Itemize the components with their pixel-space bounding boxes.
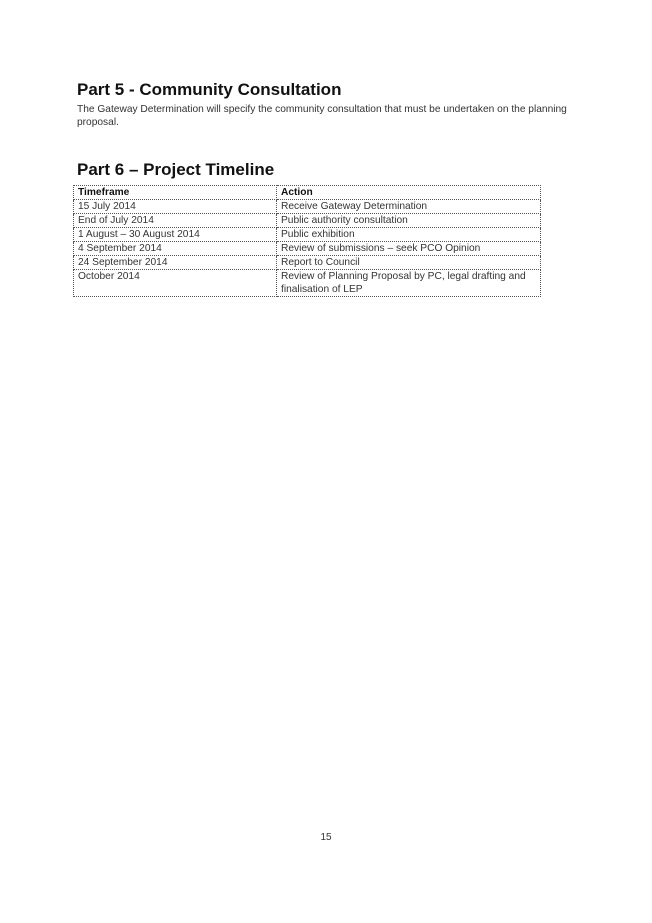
- project-timeline-table: [73, 185, 541, 297]
- timeframe-cell: October 2014: [74, 270, 277, 297]
- table-row: [74, 200, 541, 214]
- action-column-header: Action: [277, 186, 541, 200]
- timeframe-column-header: Timeframe: [74, 186, 277, 200]
- timeframe-cell: 1 August – 30 August 2014: [74, 228, 277, 242]
- action-cell: Public exhibition: [277, 228, 541, 242]
- table-row: [74, 256, 541, 270]
- table-row: [74, 214, 541, 228]
- action-cell: Report to Council: [277, 256, 541, 270]
- table-row: [74, 228, 541, 242]
- part5-paragraph: The Gateway Determination will specify the community consultation that must be undertaken on the planning proposal.: [77, 104, 567, 128]
- action-cell: Receive Gateway Determination: [277, 200, 541, 214]
- part5-heading: Part 5 - Community Consultation: [77, 80, 342, 99]
- page-number: 15: [320, 832, 332, 843]
- timeframe-cell: 24 September 2014: [74, 256, 277, 270]
- timeframe-cell: 4 September 2014: [74, 242, 277, 256]
- action-cell: Review of submissions – seek PCO Opinion: [277, 242, 541, 256]
- part6-heading: Part 6 – Project Timeline: [77, 160, 275, 179]
- action-cell: Review of Planning Proposal by PC, legal drafting and finalisation of LEP: [277, 270, 541, 297]
- timeframe-cell: End of July 2014: [74, 214, 277, 228]
- table-header-row: [74, 186, 541, 200]
- action-cell: Public authority consultation: [277, 214, 541, 228]
- table-row: [74, 270, 541, 297]
- timeframe-cell: 15 July 2014: [74, 200, 277, 214]
- table-row: [74, 242, 541, 256]
